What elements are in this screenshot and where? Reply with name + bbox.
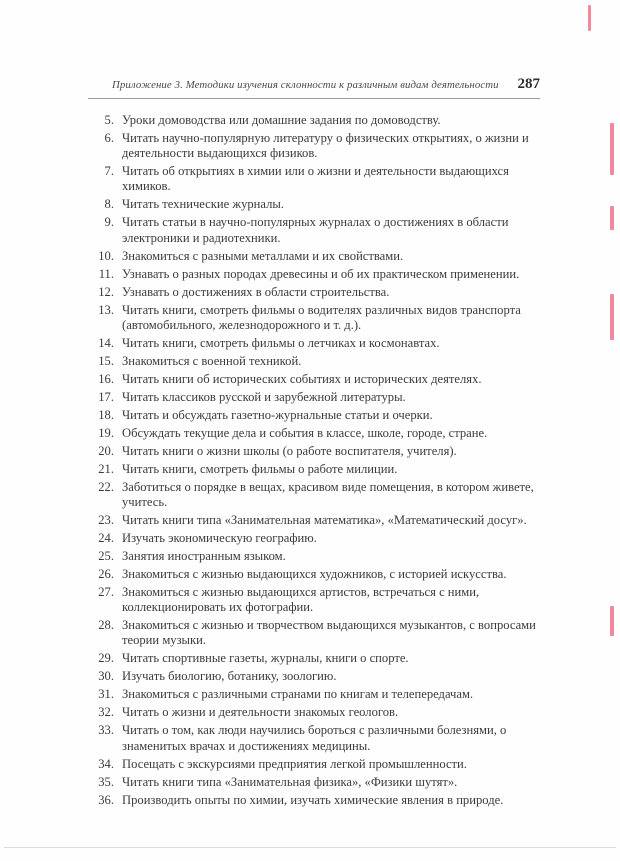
list-item [88,723,540,753]
scan-edge-mark [610,206,614,230]
item-number: 8. [104,197,114,212]
item-text: Производить опыты по химии, изучать химические явления в природе. [122,792,504,807]
item-number: 36. [98,792,114,807]
item-number: 9. [104,215,114,230]
item-text: Читать и обсуждать газетно-журнальные статьи и очерки. [122,407,433,422]
activity-list [88,113,540,808]
item-text: Знакомиться с жизнью выдающихся художников, с историей искусства. [122,567,507,582]
list-item [88,531,540,546]
item-text: Читать книги, смотреть фильмы о работе милиции. [122,461,398,476]
item-text: Знакомиться с различными странами по книгам и телепередачам. [122,687,474,702]
list-item [88,705,540,720]
list-item [88,687,540,702]
item-number: 13. [98,302,114,317]
item-number: 26. [98,567,114,582]
item-text: Изучать биологию, ботанику, зоологию. [122,669,337,684]
list-item [88,775,540,790]
item-number: 32. [98,705,114,720]
list-item [88,390,540,405]
item-number: 24. [98,531,114,546]
item-text: Узнавать о достижениях в области строительства. [122,284,390,299]
item-number: 12. [98,284,114,299]
list-item [88,285,540,300]
scan-edge-mark [610,606,614,636]
item-number: 19. [98,425,114,440]
item-number: 7. [104,164,114,179]
item-number: 14. [98,335,114,350]
item-text: Читать книги, смотреть фильмы о летчиках и космонавтах. [122,335,440,350]
item-number: 21. [98,461,114,476]
list-item [88,197,540,212]
item-number: 10. [98,248,114,263]
list-item [88,336,540,351]
item-number: 16. [98,371,114,386]
item-number: 35. [98,774,114,789]
item-text: Читать книги о жизни школы (о работе воспитателя, учителя). [122,443,457,458]
item-text: Читать спортивные газеты, журналы, книги о спорте. [122,651,409,666]
page-number: 287 [517,76,540,92]
item-number: 17. [98,389,114,404]
item-number: 29. [98,651,114,666]
item-text: Посещать с экскурсиями предприятия легкой промышленности. [122,756,467,771]
item-text: Читать книги об исторических событиях и исторических деятелях. [122,371,482,386]
header-row [88,76,540,93]
item-text: Обсуждать текущие дела и события в классе, школе, городе, стране. [122,425,488,440]
item-number: 15. [98,353,114,368]
list-item [88,618,540,648]
item-text: Читать о том, как люди научились бороться с различными болезнями, о знаменитых врачах и достижениях медицины. [122,723,507,753]
item-text: Занятия иностранным языком. [122,549,286,564]
list-item [88,585,540,615]
list-item [88,164,540,194]
item-text: Уроки домоводства или домашние задания по домоводству. [122,113,441,127]
item-number: 5. [104,113,114,127]
item-text: Знакомиться с жизнью и творчеством выдающихся музыкантов, с вопросами теории музыки. [122,618,536,648]
item-text: Узнавать о разных породах древесины и об их практическом применении. [122,266,520,281]
list-item [88,462,540,477]
scan-edge-mark [610,294,614,340]
item-text: Знакомиться с военной техникой. [122,353,302,368]
list-item [88,480,540,510]
header-rule [88,98,540,99]
item-text: Читать научно-популярную литературу о физических открытиях, о жизни и деятельности выдающихся физиков. [122,131,529,161]
list-item [88,669,540,684]
item-number: 23. [98,513,114,528]
list-item [88,303,540,333]
list-item [88,408,540,423]
scan-edge-mark [588,5,591,31]
list-item [88,113,540,128]
item-number: 27. [98,585,114,600]
list-item [88,249,540,264]
list-item [88,757,540,772]
item-text: Читать статьи в научно-популярных журналах о достижениях в области электроники и радиотехники. [122,215,509,245]
item-text: Заботиться о порядке в вещах, красивом виде помещения, в котором живете, учитесь. [122,479,534,510]
item-number: 6. [104,131,114,145]
item-number: 11. [98,266,114,281]
item-text: Читать об открытиях в химии или о жизни и деятельности выдающихся химиков. [122,164,509,194]
item-text: Читать технические журналы. [122,197,284,212]
page-content [88,76,540,811]
item-number: 33. [98,723,114,738]
list-item [88,793,540,808]
scan-edge-mark [610,123,614,175]
list-item [88,267,540,282]
running-head: Приложение 3. Методики изучения склонности к различным видам деятельности [112,79,499,91]
list-item [88,444,540,459]
list-item [88,215,540,245]
item-number: 28. [98,618,114,633]
item-text: Читать о жизни и деятельности знакомых геологов. [122,705,399,720]
item-number: 22. [98,479,114,494]
item-text: Читать классиков русской и зарубежной литературы. [122,389,406,404]
list-item [88,372,540,387]
list-item [88,651,540,666]
page-header [88,76,540,99]
item-number: 34. [98,756,114,771]
item-text: Читать книги, смотреть фильмы о водителях различных видов транспорта (автомобильного, железнодорожного и т. д.). [122,302,521,332]
item-text: Изучать экономическую географию. [122,531,317,546]
item-text: Знакомиться с жизнью выдающихся артистов, встречаться с ними, коллекционировать их фотографии. [122,585,480,615]
item-text: Читать книги типа «Занимательная физика», «Физики шутят». [122,774,458,789]
list-item [88,567,540,582]
item-number: 31. [98,687,114,702]
list-item [88,549,540,564]
list-item [88,513,540,528]
list-item [88,426,540,441]
item-number: 20. [98,443,114,458]
list-item [88,354,540,369]
page-bottom-edge [4,847,616,848]
item-number: 25. [98,549,114,564]
list-item [88,131,540,161]
item-number: 30. [98,669,114,684]
item-text: Знакомиться с разными металлами и их свойствами. [122,248,404,263]
item-number: 18. [98,407,114,422]
item-text: Читать книги типа «Занимательная математика», «Математический досуг». [122,513,527,528]
